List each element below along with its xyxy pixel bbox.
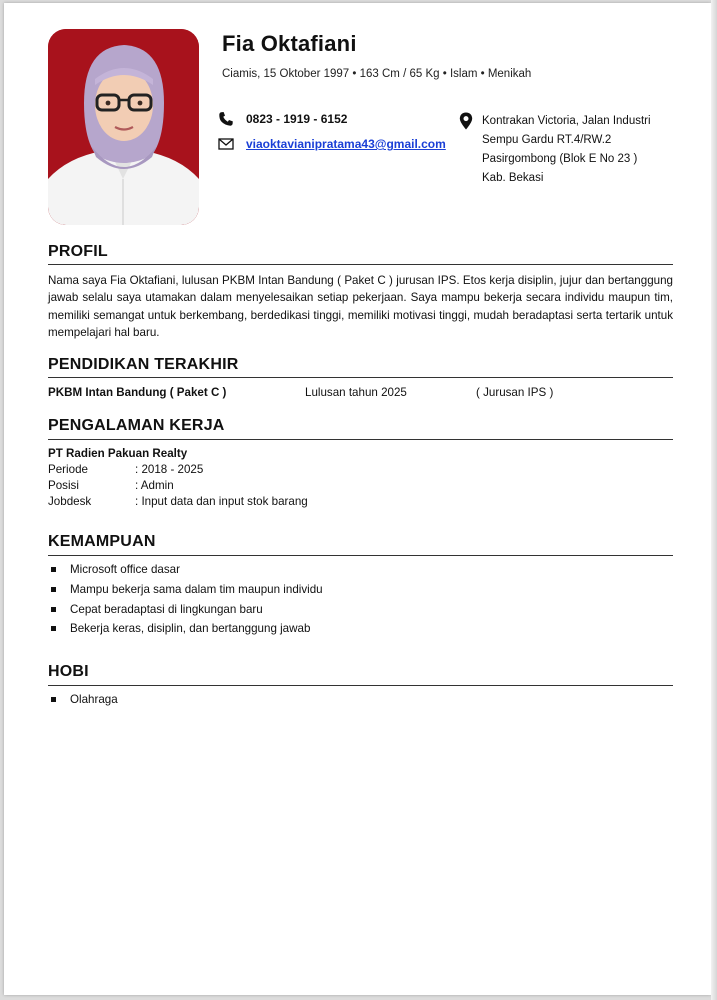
experience-row [48, 463, 203, 476]
candidate-name: Fia Oktafiani [222, 31, 357, 56]
experience-value: : Input data dan input stok barang [135, 495, 308, 508]
page-edge-shadow [711, 0, 717, 1000]
list-item [48, 599, 323, 619]
section-title-pengalaman: PENGALAMAN KERJA [48, 417, 225, 434]
bullet-square-icon [51, 567, 56, 572]
experience-key: Periode [48, 463, 88, 476]
skills-list [48, 560, 323, 639]
profile-photo [48, 29, 199, 225]
address-line: Sempu Gardu RT.4/RW.2 [482, 134, 612, 146]
education-school: PKBM Intan Bandung ( Paket C ) [48, 386, 227, 399]
email-link[interactable]: viaoktavianipratama43@gmail.com [246, 137, 446, 151]
list-item [48, 560, 323, 580]
section-title-hobi: HOBI [48, 663, 89, 680]
resume-page [4, 3, 711, 995]
list-item [48, 690, 118, 710]
personal-info: Ciamis, 15 Oktober 1997 • 163 Cm / 65 Kg • Islam • Menikah [222, 68, 532, 80]
hobby-text: Olahraga [70, 693, 118, 707]
profil-text: Nama saya Fia Oktafiani, lulusan PKBM Intan Bandung ( Paket C ) jurusan IPS. Etos kerja disiplin, jujur dan bertanggung jawab selalu saya utamakan dalam menyelesaikan setiap pekerjaan. Saya mampu bekerja secara individu maupun tim, memiliki semangat untuk berkembang, berdedikasi tinggi, memiliki motivasi tinggi, mudah beradaptasi serta tertarik untuk mempelajari hal baru. [48, 274, 673, 339]
section-divider [48, 264, 673, 265]
experience-value: : Admin [135, 479, 174, 492]
envelope-icon [218, 136, 234, 152]
education-year: Lulusan tahun 2025 [305, 386, 407, 399]
company-name: PT Radien Pakuan Realty [48, 447, 188, 460]
experience-row [48, 479, 174, 492]
section-title-pendidikan: PENDIDIKAN TERAKHIR [48, 356, 239, 373]
list-item [48, 580, 323, 600]
address-block [459, 112, 651, 188]
email-row [218, 136, 446, 152]
skill-text: Mampu bekerja sama dalam tim maupun individu [70, 583, 323, 597]
experience-key: Posisi [48, 479, 79, 492]
experience-value: : 2018 - 2025 [135, 463, 204, 476]
education-major: ( Jurusan IPS ) [476, 386, 554, 399]
bullet-square-icon [51, 626, 56, 631]
address-line: Pasirgombong (Blok E No 23 ) [482, 153, 638, 165]
phone-icon [218, 111, 234, 127]
skill-text: Bekerja keras, disiplin, dan bertanggung jawab [70, 622, 311, 636]
address-line: Kontrakan Victoria, Jalan Industri [482, 115, 651, 127]
bullet-square-icon [51, 587, 56, 592]
section-divider [48, 555, 673, 556]
address-line: Kab. Bekasi [482, 172, 544, 184]
experience-row [48, 495, 308, 508]
section-title-kemampuan: KEMAMPUAN [48, 533, 156, 550]
section-divider [48, 685, 673, 686]
section-title-profil: PROFIL [48, 243, 108, 260]
phone-number: 0823 - 1919 - 6152 [246, 112, 348, 126]
skill-text: Cepat beradaptasi di lingkungan baru [70, 602, 263, 616]
section-divider [48, 439, 673, 440]
list-item [48, 619, 323, 639]
skill-text: Microsoft office dasar [70, 563, 180, 577]
experience-key: Jobdesk [48, 495, 92, 508]
hobby-list [48, 690, 118, 710]
section-divider [48, 377, 673, 378]
phone-row [218, 111, 347, 127]
bullet-square-icon [51, 697, 56, 702]
map-pin-icon [459, 112, 473, 130]
bullet-square-icon [51, 607, 56, 612]
